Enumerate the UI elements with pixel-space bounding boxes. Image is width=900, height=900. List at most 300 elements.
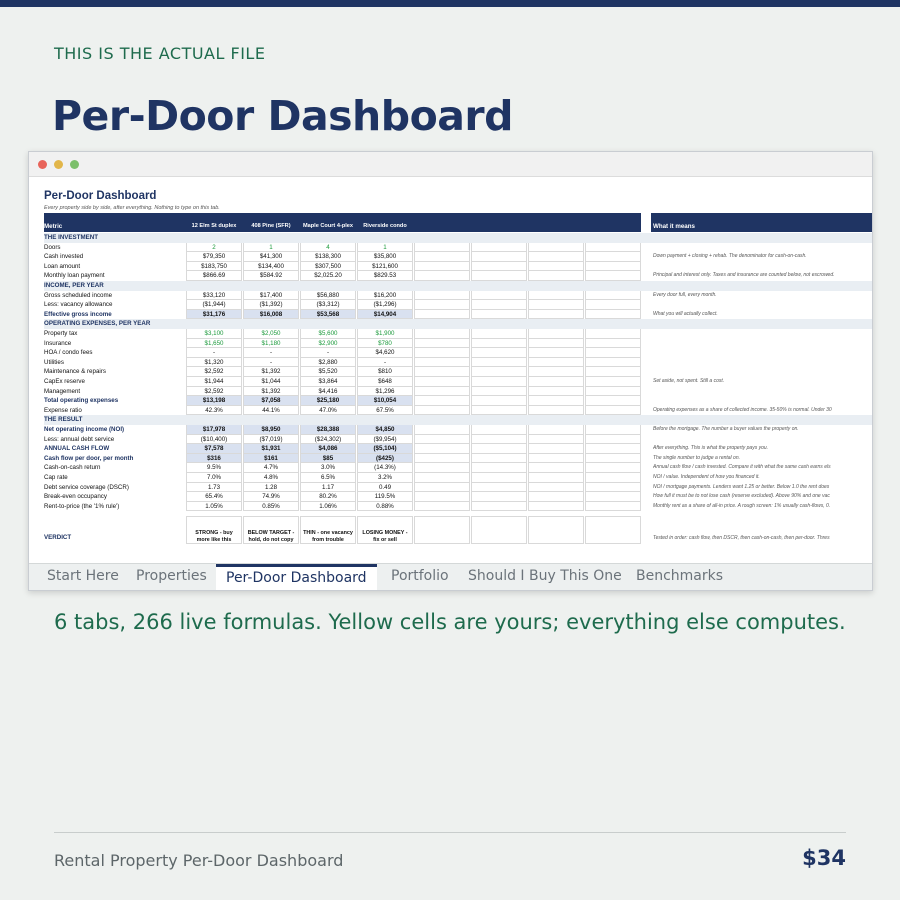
row-note: Monthly rent as a share of all-in price. A rough screen: 1% usually cash-flows, 0.	[653, 502, 831, 509]
empty-cell[interactable]	[414, 516, 470, 544]
empty-cell[interactable]	[471, 492, 527, 502]
empty-cell[interactable]	[471, 473, 527, 483]
empty-cell[interactable]	[585, 473, 641, 483]
value-cell[interactable]: $31,176	[186, 310, 242, 320]
value-cell[interactable]: 3.0%	[300, 463, 356, 473]
empty-cell[interactable]	[414, 358, 470, 368]
empty-cell[interactable]	[528, 516, 584, 544]
value-cell[interactable]: -	[243, 358, 299, 368]
verdict-cell[interactable]: BELOW TARGET - hold, do not copy	[243, 516, 299, 544]
table-row	[29, 300, 873, 310]
value-cell[interactable]: ($9,954)	[357, 435, 413, 445]
value-cell[interactable]: $7,058	[243, 396, 299, 406]
value-cell[interactable]: $121,600	[357, 262, 413, 272]
value-cell[interactable]: 3.2%	[357, 473, 413, 483]
empty-cell[interactable]	[414, 262, 470, 272]
value-cell[interactable]: $648	[357, 377, 413, 387]
value-cell[interactable]: $35,800	[357, 252, 413, 262]
notes-header: What it means	[653, 223, 695, 230]
value-cell[interactable]: ($1,392)	[243, 300, 299, 310]
row-note: Annual cash flow / cash invested. Compare it with what the same cash earns els	[653, 464, 831, 471]
empty-cell[interactable]	[414, 406, 470, 416]
row-label: Effective gross income	[44, 310, 112, 318]
table-row	[29, 425, 873, 435]
row-label: Management	[44, 387, 81, 395]
value-cell[interactable]: ($425)	[357, 454, 413, 464]
value-cell[interactable]: 47.0%	[300, 406, 356, 416]
empty-cell[interactable]	[528, 300, 584, 310]
empty-cell[interactable]	[471, 252, 527, 262]
caption-text: 6 tabs, 266 live formulas. Yellow cells are yours; everything else computes.	[54, 610, 846, 634]
table-row	[29, 271, 873, 281]
row-label: INCOME, PER YEAR	[44, 282, 104, 289]
empty-cell[interactable]	[528, 444, 584, 454]
empty-cell[interactable]	[585, 348, 641, 358]
empty-cell[interactable]	[528, 387, 584, 397]
metric-header: Metric	[44, 223, 63, 230]
table-row	[29, 473, 873, 483]
close-window-icon[interactable]	[38, 160, 47, 169]
top-accent-bar	[0, 0, 900, 7]
property-header: 408 Pine (SFR)	[251, 223, 291, 229]
empty-cell[interactable]	[471, 454, 527, 464]
value-cell[interactable]: $810	[357, 367, 413, 377]
value-cell[interactable]: ($5,104)	[357, 444, 413, 454]
value-cell[interactable]: $5,600	[300, 329, 356, 339]
value-cell[interactable]: $829.53	[357, 271, 413, 281]
value-cell[interactable]: $13,198	[186, 396, 242, 406]
empty-cell[interactable]	[471, 291, 527, 301]
empty-cell[interactable]	[471, 358, 527, 368]
empty-cell[interactable]	[471, 387, 527, 397]
row-label: Less: vacancy allowance	[44, 301, 113, 309]
row-label: CapEx reserve	[44, 378, 85, 385]
empty-cell[interactable]	[528, 291, 584, 301]
page-title: Per-Door Dashboard	[52, 92, 513, 140]
value-cell[interactable]: 0.49	[357, 483, 413, 493]
value-cell[interactable]: $866.69	[186, 271, 242, 281]
empty-cell[interactable]	[585, 367, 641, 377]
empty-cell[interactable]	[585, 463, 641, 473]
empty-cell[interactable]	[471, 483, 527, 493]
empty-cell[interactable]	[471, 406, 527, 416]
empty-cell[interactable]	[585, 454, 641, 464]
row-note: What you will actually collect.	[653, 310, 718, 317]
property-header: Maple Court 4-plex	[302, 223, 354, 229]
tab-start-here[interactable]: Start Here	[47, 568, 119, 584]
value-cell[interactable]: $56,880	[300, 291, 356, 301]
verdict-cell[interactable]: THIN - one vacancy from trouble	[300, 516, 356, 544]
row-label: OPERATING EXPENSES, PER YEAR	[44, 320, 151, 328]
empty-cell[interactable]	[471, 444, 527, 454]
table-row	[29, 406, 873, 416]
value-cell[interactable]: $134,400	[243, 262, 299, 272]
value-cell[interactable]: $1,931	[243, 444, 299, 454]
row-note: Down payment + closing + rehab. The denominator for cash-on-cash.	[653, 253, 807, 260]
value-cell[interactable]: -	[300, 348, 356, 358]
row-label: Cash flow per door, per month	[44, 454, 134, 462]
empty-cell[interactable]	[471, 377, 527, 387]
empty-cell[interactable]	[471, 262, 527, 272]
value-cell[interactable]: 1	[243, 243, 299, 253]
value-cell[interactable]: 1.28	[243, 483, 299, 493]
value-cell[interactable]: 4.7%	[243, 463, 299, 473]
empty-cell[interactable]	[414, 329, 470, 339]
empty-cell[interactable]	[528, 425, 584, 435]
value-cell[interactable]: 65.4%	[186, 492, 242, 502]
empty-cell[interactable]	[528, 454, 584, 464]
empty-cell[interactable]	[528, 348, 584, 358]
empty-cell[interactable]	[414, 387, 470, 397]
value-cell[interactable]: ($24,302)	[300, 435, 356, 445]
empty-cell[interactable]	[414, 339, 470, 349]
row-label: Doors	[44, 243, 61, 251]
row-note: NOI / mortgage payments. Lenders want 1.25 or better. Below 1.0 the rent does	[653, 483, 830, 490]
value-cell[interactable]: $4,850	[357, 425, 413, 435]
row-label: Gross scheduled income	[44, 291, 113, 299]
value-cell[interactable]: 9.5%	[186, 463, 242, 473]
value-cell[interactable]: ($1,944)	[186, 300, 242, 310]
row-label: Loan amount	[44, 262, 81, 270]
table-row	[29, 396, 873, 406]
row-label: Cap rate	[44, 474, 68, 481]
value-cell[interactable]: $53,568	[300, 310, 356, 320]
table-row	[29, 262, 873, 272]
value-cell[interactable]: $41,300	[243, 252, 299, 262]
value-cell[interactable]: $1,392	[243, 387, 299, 397]
empty-cell[interactable]	[528, 473, 584, 483]
property-header: 12 Elm St duplex	[191, 223, 237, 229]
value-cell[interactable]: $3,100	[186, 329, 242, 339]
value-cell[interactable]: 1.05%	[186, 502, 242, 512]
row-label: Total operating expenses	[44, 397, 119, 405]
empty-cell[interactable]	[585, 310, 641, 320]
empty-cell[interactable]	[528, 492, 584, 502]
value-cell[interactable]: 4.8%	[243, 473, 299, 483]
row-label: Property tax	[44, 330, 78, 337]
empty-cell[interactable]	[528, 377, 584, 387]
value-cell[interactable]: 44.1%	[243, 406, 299, 416]
value-cell[interactable]: ($3,312)	[300, 300, 356, 310]
empty-cell[interactable]	[471, 271, 527, 281]
empty-cell[interactable]	[585, 329, 641, 339]
table-row	[29, 329, 873, 339]
value-cell[interactable]: $4,086	[300, 444, 356, 454]
empty-cell[interactable]	[414, 502, 470, 512]
section-row	[44, 415, 873, 425]
empty-cell[interactable]	[414, 463, 470, 473]
value-cell[interactable]: $1,392	[243, 367, 299, 377]
table-row	[29, 483, 873, 493]
value-cell[interactable]: $7,578	[186, 444, 242, 454]
sheet-area	[29, 178, 873, 563]
sheet-header-row	[29, 213, 873, 232]
empty-cell[interactable]	[414, 252, 470, 262]
value-cell[interactable]: $2,025.20	[300, 271, 356, 281]
empty-cell[interactable]	[528, 271, 584, 281]
value-cell[interactable]: $183,750	[186, 262, 242, 272]
empty-cell[interactable]	[471, 329, 527, 339]
empty-cell[interactable]	[528, 243, 584, 253]
value-cell[interactable]: (14.3%)	[357, 463, 413, 473]
tab-per-door-dashboard[interactable]: Per-Door Dashboard	[216, 564, 377, 591]
value-cell[interactable]: $307,500	[300, 262, 356, 272]
value-cell[interactable]: 67.5%	[357, 406, 413, 416]
value-cell[interactable]: 6.5%	[300, 473, 356, 483]
empty-cell[interactable]	[585, 492, 641, 502]
value-cell[interactable]: $584.92	[243, 271, 299, 281]
row-note: After everything. This is what the property pays you.	[653, 445, 769, 452]
empty-cell[interactable]	[585, 425, 641, 435]
value-cell[interactable]: 0.85%	[243, 502, 299, 512]
value-cell[interactable]: $2,880	[300, 358, 356, 368]
empty-cell[interactable]	[414, 425, 470, 435]
verdict-row	[29, 516, 873, 544]
row-label: Debt service coverage (DSCR)	[44, 483, 129, 491]
empty-cell[interactable]	[471, 339, 527, 349]
product-name: Rental Property Per-Door Dashboard	[54, 851, 344, 870]
table-row	[29, 243, 873, 253]
empty-cell[interactable]	[585, 406, 641, 416]
empty-cell[interactable]	[414, 483, 470, 493]
row-label: Cash invested	[44, 253, 84, 261]
value-cell[interactable]: $28,388	[300, 425, 356, 435]
table-row	[29, 454, 873, 464]
sheet-tab-bar	[29, 563, 873, 591]
verdict-cell[interactable]: LOSING MONEY - fix or sell	[357, 516, 413, 544]
empty-cell[interactable]	[414, 300, 470, 310]
empty-cell[interactable]	[471, 396, 527, 406]
table-row	[29, 358, 873, 368]
value-cell[interactable]: 7.0%	[186, 473, 242, 483]
value-cell[interactable]: $138,300	[300, 252, 356, 262]
empty-cell[interactable]	[528, 435, 584, 445]
value-cell[interactable]: $780	[357, 339, 413, 349]
empty-cell[interactable]	[528, 463, 584, 473]
empty-cell[interactable]	[414, 310, 470, 320]
empty-cell[interactable]	[528, 367, 584, 377]
value-cell[interactable]: 4	[300, 243, 356, 253]
empty-cell[interactable]	[528, 310, 584, 320]
value-cell[interactable]: $1,900	[357, 329, 413, 339]
value-cell[interactable]: $2,592	[186, 367, 242, 377]
table-row	[29, 252, 873, 262]
empty-cell[interactable]	[528, 339, 584, 349]
verdict-label: VERDICT	[44, 534, 72, 542]
value-cell[interactable]: $161	[243, 454, 299, 464]
empty-cell[interactable]	[471, 243, 527, 253]
empty-cell[interactable]	[528, 396, 584, 406]
kicker-text: THIS IS THE ACTUAL FILE	[54, 44, 266, 63]
value-cell[interactable]: 42.3%	[186, 406, 242, 416]
empty-cell[interactable]	[585, 262, 641, 272]
table-row	[29, 348, 873, 358]
value-cell[interactable]: -	[243, 348, 299, 358]
value-cell[interactable]: $17,978	[186, 425, 242, 435]
empty-cell[interactable]	[528, 262, 584, 272]
value-cell[interactable]: $16,200	[357, 291, 413, 301]
empty-cell[interactable]	[414, 367, 470, 377]
spreadsheet-window	[28, 151, 873, 591]
empty-cell[interactable]	[471, 367, 527, 377]
empty-cell[interactable]	[585, 387, 641, 397]
window-chrome	[29, 152, 872, 177]
table-row	[29, 492, 873, 502]
value-cell[interactable]: 119.5%	[357, 492, 413, 502]
empty-cell[interactable]	[585, 271, 641, 281]
empty-cell[interactable]	[528, 252, 584, 262]
empty-cell[interactable]	[414, 492, 470, 502]
empty-cell[interactable]	[471, 463, 527, 473]
value-cell[interactable]: $1,320	[186, 358, 242, 368]
value-cell[interactable]: 0.88%	[357, 502, 413, 512]
value-cell[interactable]: $33,120	[186, 291, 242, 301]
value-cell[interactable]: $85	[300, 454, 356, 464]
empty-cell[interactable]	[585, 483, 641, 493]
value-cell[interactable]: $8,950	[243, 425, 299, 435]
empty-cell[interactable]	[585, 502, 641, 512]
empty-cell[interactable]	[585, 444, 641, 454]
empty-cell[interactable]	[585, 516, 641, 544]
empty-cell[interactable]	[471, 300, 527, 310]
empty-cell[interactable]	[585, 435, 641, 445]
row-note: Operating expenses as a share of collected income. 35-50% is normal. Under 30	[653, 406, 832, 413]
empty-cell[interactable]	[528, 502, 584, 512]
value-cell[interactable]: $1,044	[243, 377, 299, 387]
value-cell[interactable]: $17,400	[243, 291, 299, 301]
value-cell[interactable]: $79,350	[186, 252, 242, 262]
value-cell[interactable]: $1,944	[186, 377, 242, 387]
value-cell[interactable]: 1.73	[186, 483, 242, 493]
minimize-window-icon[interactable]	[54, 160, 63, 169]
table-row	[29, 387, 873, 397]
empty-cell[interactable]	[528, 483, 584, 493]
empty-cell[interactable]	[414, 243, 470, 253]
value-cell[interactable]: $5,520	[300, 367, 356, 377]
section-row	[44, 319, 873, 329]
empty-cell[interactable]	[528, 406, 584, 416]
value-cell[interactable]: 1.06%	[300, 502, 356, 512]
empty-cell[interactable]	[471, 348, 527, 358]
table-row	[29, 310, 873, 320]
row-note: The single number to judge a rental on.	[653, 454, 740, 461]
table-row	[29, 463, 873, 473]
empty-cell[interactable]	[414, 473, 470, 483]
value-cell[interactable]: $1,650	[186, 339, 242, 349]
empty-cell[interactable]	[414, 454, 470, 464]
row-label: HOA / condo fees	[44, 349, 93, 357]
empty-cell[interactable]	[414, 377, 470, 387]
tab-should-i-buy-this-one[interactable]: Should I Buy This One	[468, 568, 622, 584]
property-header: Riverside condo	[363, 223, 407, 229]
row-label: Break-even occupancy	[44, 493, 107, 501]
value-cell[interactable]: ($10,400)	[186, 435, 242, 445]
section-row	[44, 281, 873, 291]
maximize-window-icon[interactable]	[70, 160, 79, 169]
empty-cell[interactable]	[585, 291, 641, 301]
empty-cell[interactable]	[528, 358, 584, 368]
table-row	[29, 367, 873, 377]
value-cell[interactable]: $25,180	[300, 396, 356, 406]
row-label: Insurance	[44, 339, 72, 347]
empty-cell[interactable]	[414, 348, 470, 358]
empty-cell[interactable]	[585, 377, 641, 387]
tab-properties[interactable]: Properties	[136, 568, 207, 584]
section-row	[44, 233, 873, 243]
value-cell[interactable]: $316	[186, 454, 242, 464]
row-label: THE INVESTMENT	[44, 234, 98, 241]
row-label: THE RESULT	[44, 416, 83, 424]
price-label: $34	[802, 846, 846, 870]
table-row	[29, 502, 873, 512]
value-cell[interactable]: $14,904	[357, 310, 413, 320]
value-cell[interactable]: ($7,019)	[243, 435, 299, 445]
empty-cell[interactable]	[585, 396, 641, 406]
value-cell[interactable]: $1,296	[357, 387, 413, 397]
verdict-note: Tested in order: cash flow, then DSCR, then cash-on-cash, then per-door. Thres	[653, 535, 830, 542]
value-cell[interactable]: -	[357, 358, 413, 368]
value-cell[interactable]: 2	[186, 243, 242, 253]
empty-cell[interactable]	[585, 243, 641, 253]
value-cell[interactable]: $1,180	[243, 339, 299, 349]
value-cell[interactable]: $2,592	[186, 387, 242, 397]
empty-cell[interactable]	[585, 339, 641, 349]
empty-cell[interactable]	[414, 271, 470, 281]
empty-cell[interactable]	[585, 358, 641, 368]
value-cell[interactable]: $10,054	[357, 396, 413, 406]
value-cell[interactable]: $4,416	[300, 387, 356, 397]
value-cell[interactable]: 80.2%	[300, 492, 356, 502]
empty-cell[interactable]	[471, 435, 527, 445]
table-row	[29, 377, 873, 387]
empty-cell[interactable]	[585, 300, 641, 310]
value-cell[interactable]: $2,900	[300, 339, 356, 349]
value-cell[interactable]: -	[186, 348, 242, 358]
row-note: Every door full, every month.	[653, 291, 717, 298]
empty-cell[interactable]	[471, 502, 527, 512]
verdict-cell[interactable]: STRONG - buy more like this	[186, 516, 242, 544]
value-cell[interactable]: 1	[357, 243, 413, 253]
empty-cell[interactable]	[414, 435, 470, 445]
value-cell[interactable]: $3,864	[300, 377, 356, 387]
row-label: Expense ratio	[44, 406, 82, 414]
empty-cell[interactable]	[414, 396, 470, 406]
value-cell[interactable]: $16,008	[243, 310, 299, 320]
tab-portfolio[interactable]: Portfolio	[391, 568, 449, 584]
table-row	[29, 435, 873, 445]
value-cell[interactable]: $2,050	[243, 329, 299, 339]
empty-cell[interactable]	[528, 329, 584, 339]
table-row	[29, 444, 873, 454]
empty-cell[interactable]	[414, 444, 470, 454]
row-label: Net operating income (NOI)	[44, 426, 125, 433]
empty-cell[interactable]	[471, 425, 527, 435]
value-cell[interactable]: $4,620	[357, 348, 413, 358]
value-cell[interactable]: 74.9%	[243, 492, 299, 502]
table-row	[29, 291, 873, 301]
value-cell[interactable]: ($1,296)	[357, 300, 413, 310]
empty-cell[interactable]	[471, 516, 527, 544]
value-cell[interactable]: 1.17	[300, 483, 356, 493]
empty-cell[interactable]	[471, 310, 527, 320]
row-label: Less: annual debt service	[44, 435, 115, 443]
tab-benchmarks[interactable]: Benchmarks	[636, 568, 724, 584]
empty-cell[interactable]	[414, 291, 470, 301]
row-note: How full it must be to not lose cash (reserve excluded). Above 90% and one vac	[653, 493, 830, 500]
row-note: NOI / value. Independent of how you financed it.	[653, 474, 760, 480]
empty-cell[interactable]	[585, 252, 641, 262]
row-label: Rent-to-price (the '1% rule')	[44, 502, 120, 510]
